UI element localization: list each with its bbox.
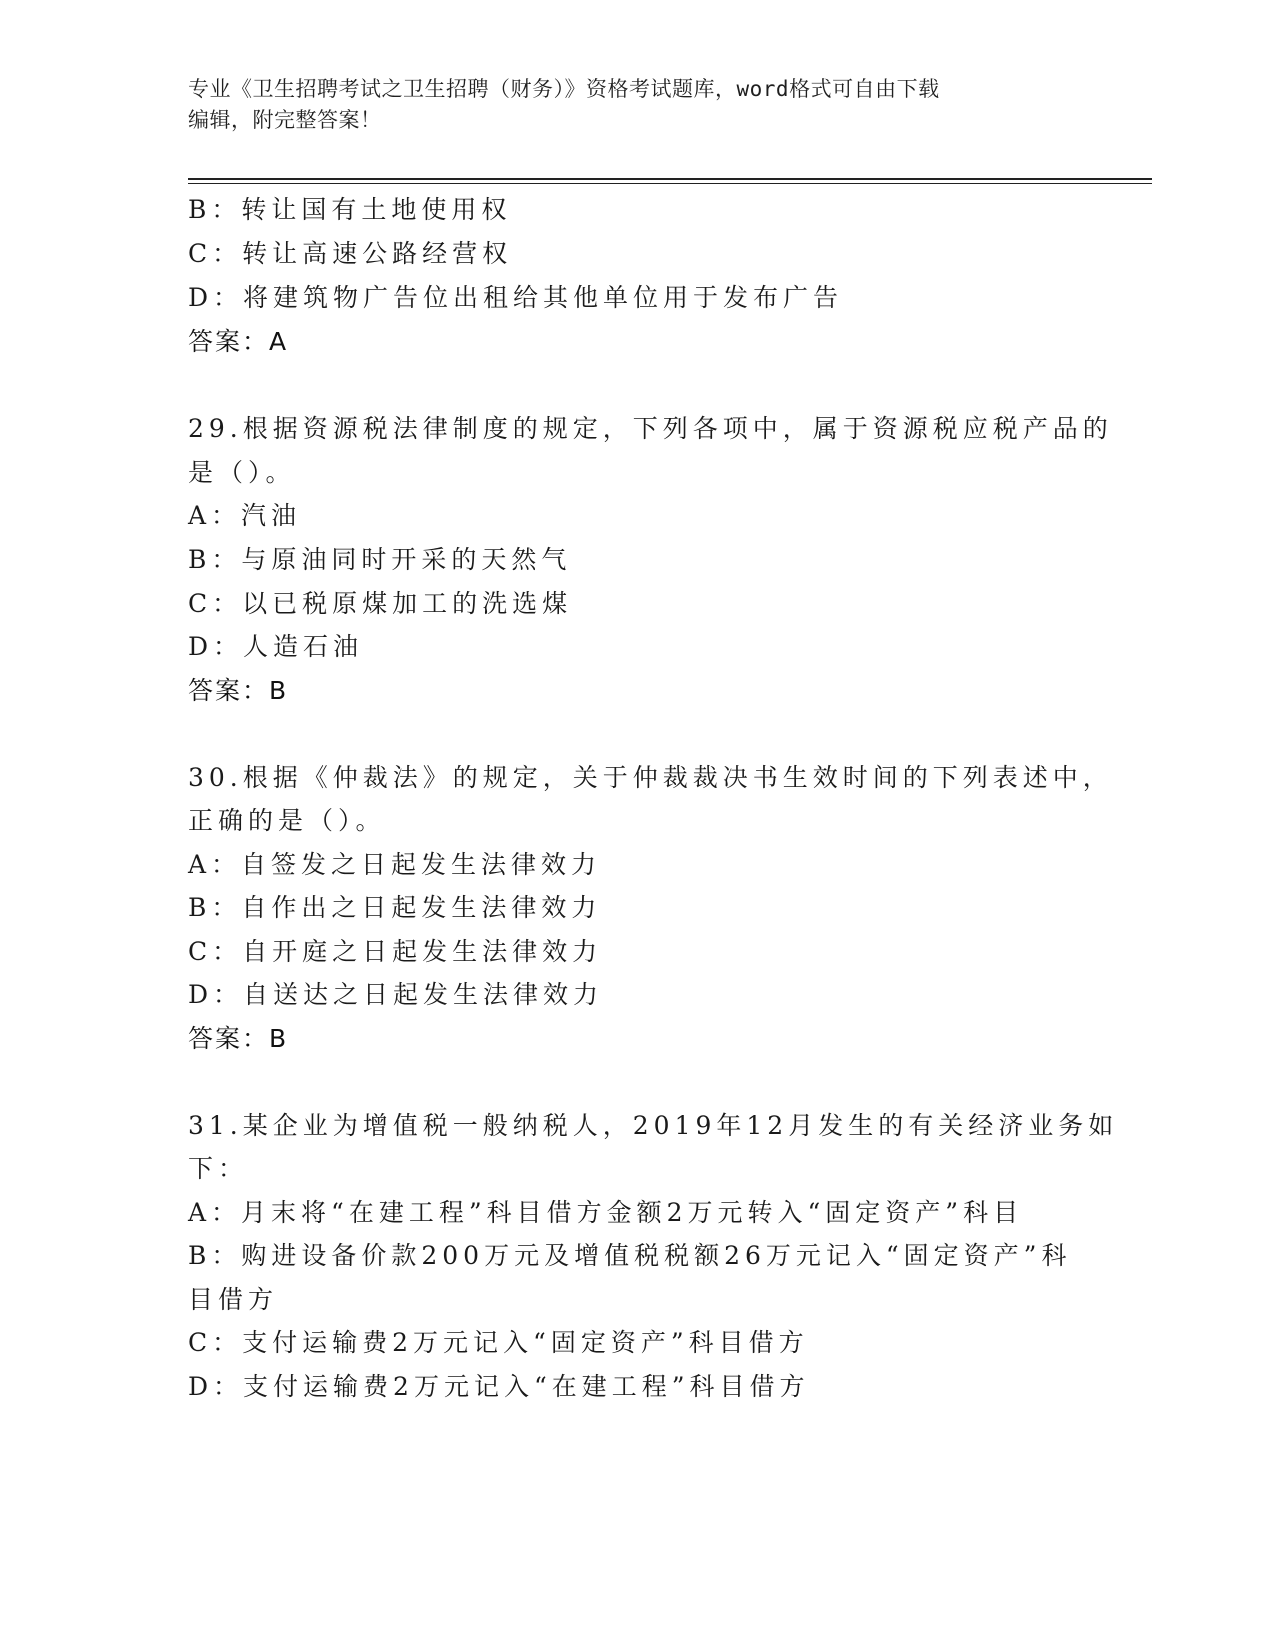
header-line-1: 专业《卫生招聘考试之卫生招聘（财务）》资格考试题库，word格式可自由下载 xyxy=(188,77,940,101)
header-divider-thick xyxy=(188,178,1152,180)
option-a: A：汽油 xyxy=(188,501,302,530)
option-d: D：人造石油 xyxy=(188,632,364,661)
option-b: B：购进设备价款200万元及增值税税额26万元记入“固定资产”科 xyxy=(188,1241,1072,1270)
option-a: A：自签发之日起发生法律效力 xyxy=(188,850,602,879)
option-c: C：转让高速公路经营权 xyxy=(188,239,513,268)
option-d: D：自送达之日起发生法律效力 xyxy=(188,980,604,1009)
option-d: D：将建筑物广告位出租给其他单位用于发布广告 xyxy=(188,283,844,312)
option-c: C：自开庭之日起发生法律效力 xyxy=(188,937,603,966)
answer-label: 答案：B xyxy=(188,676,289,705)
option-a: A：月末将“在建工程”科目借方金额2万元转入“固定资产”科目 xyxy=(188,1198,1024,1227)
option-c: C：支付运输费2万元记入“固定资产”科目借方 xyxy=(188,1328,809,1357)
question-stem-line: 下： xyxy=(188,1154,249,1183)
option-b-continued: 目借方 xyxy=(188,1285,279,1314)
option-d: D：支付运输费2万元记入“在建工程”科目借方 xyxy=(188,1372,810,1401)
question-stem-line: 30.根据《仲裁法》的规定，关于仲裁裁决书生效时间的下列表述中， xyxy=(188,763,1113,792)
question-stem-line: 正确的是（）。 xyxy=(188,806,386,835)
header-line-2: 编辑，附完整答案！ xyxy=(188,108,382,132)
question-stem-line: 31.某企业为增值税一般纳税人，2019年12月发生的有关经济业务如 xyxy=(188,1111,1119,1140)
answer-label: 答案：B xyxy=(188,1024,289,1053)
option-b: B：与原油同时开采的天然气 xyxy=(188,545,572,574)
answer-label: 答案：A xyxy=(188,327,289,356)
document-header xyxy=(188,74,1068,136)
header-divider-thin xyxy=(188,183,1152,184)
option-b: B：转让国有土地使用权 xyxy=(188,195,512,224)
question-stem-line: 29.根据资源税法律制度的规定，下列各项中，属于资源税应税产品的 xyxy=(188,414,1113,443)
question-stem-line: 是（）。 xyxy=(188,458,296,487)
option-b: B：自作出之日起发生法律效力 xyxy=(188,893,602,922)
option-c: C：以已税原煤加工的洗选煤 xyxy=(188,589,573,618)
